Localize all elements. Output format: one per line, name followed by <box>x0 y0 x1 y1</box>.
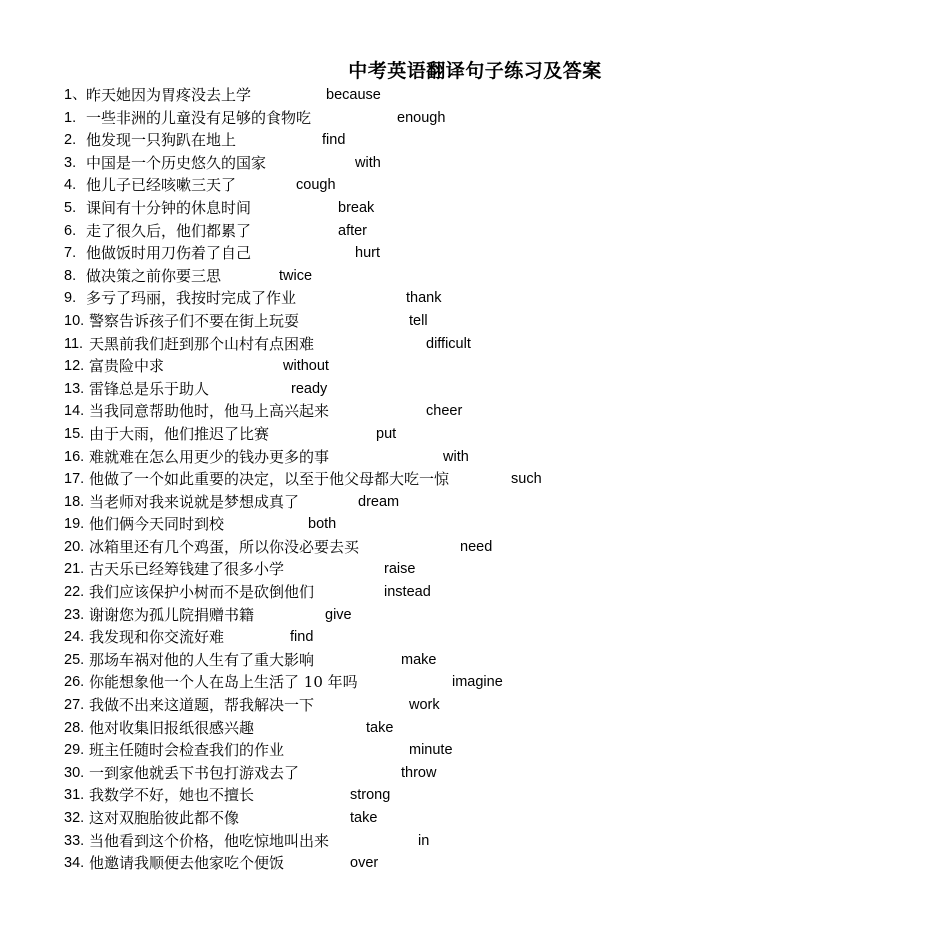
item-number: 1. <box>64 109 77 126</box>
item-number: 33. <box>64 832 85 849</box>
exercise-item <box>64 423 924 446</box>
chinese-sentence: 走了很久后，他们都累了 <box>86 221 252 240</box>
chinese-sentence: 一到家他就丢下书包打游戏去了 <box>89 763 300 782</box>
chinese-sentence: 他邀请我顺便去他家吃个便饭 <box>89 854 285 873</box>
exercise-item <box>64 536 924 559</box>
keyword-hint: ready <box>291 380 328 397</box>
exercise-item <box>64 220 924 243</box>
item-number: 3. <box>64 154 77 171</box>
exercise-item <box>64 649 924 672</box>
keyword-hint: with <box>355 154 381 171</box>
chinese-sentence: 富贵险中求 <box>89 357 165 376</box>
exercise-item <box>64 174 924 197</box>
exercise-item <box>64 129 924 152</box>
exercise-item <box>64 807 924 830</box>
item-number: 12. <box>64 358 85 375</box>
keyword-hint: find <box>290 629 314 646</box>
item-number: 21. <box>64 561 85 578</box>
chinese-sentence: 你能想象他一个人在岛上生活了 10 年吗 <box>89 673 358 692</box>
keyword-hint: minute <box>409 742 453 759</box>
exercise-item <box>64 717 924 740</box>
item-number: 25. <box>64 651 85 668</box>
keyword-hint: tell <box>409 312 428 329</box>
chinese-sentence: 我数学不好，她也不擅长 <box>89 786 255 805</box>
exercise-item <box>64 333 924 356</box>
keyword-hint: twice <box>279 267 313 284</box>
item-number: 32. <box>64 810 85 826</box>
exercise-item <box>64 107 924 130</box>
keyword-hint: take <box>366 719 394 736</box>
exercise-item <box>64 446 924 469</box>
item-number: 7. <box>64 245 77 262</box>
keyword-hint: in <box>418 832 430 849</box>
keyword-hint: break <box>338 199 375 216</box>
keyword-hint: because <box>326 87 381 103</box>
exercise-item <box>64 197 924 220</box>
chinese-sentence: 一些非洲的儿童没有足够的食物吃 <box>86 108 312 127</box>
exercise-item <box>64 491 924 514</box>
exercise-item <box>64 513 924 536</box>
item-number: 6. <box>64 222 77 239</box>
chinese-sentence: 我发现和你交流好难 <box>89 628 225 647</box>
chinese-sentence: 他对收集旧报纸很感兴趣 <box>89 718 255 737</box>
item-number: 9. <box>64 290 77 307</box>
exercise-item <box>64 265 924 288</box>
item-number: 28. <box>64 719 85 736</box>
chinese-sentence: 天黑前我们赶到那个山村有点困难 <box>89 334 315 353</box>
exercise-item <box>64 784 924 807</box>
keyword-hint: work <box>409 697 440 714</box>
exercise-item <box>64 739 924 762</box>
item-number: 8. <box>64 267 77 284</box>
item-number: 22. <box>64 584 85 601</box>
keyword-hint: hurt <box>355 245 380 262</box>
exercise-item <box>64 310 924 333</box>
chinese-sentence: 昨天她因为胃疼没去上学 <box>86 86 252 104</box>
item-number: 1、 <box>64 87 87 103</box>
exercise-item <box>64 400 924 423</box>
keyword-hint: make <box>401 651 437 668</box>
item-number: 29. <box>64 742 85 759</box>
chinese-sentence: 多亏了玛丽，我按时完成了作业 <box>86 289 297 308</box>
chinese-sentence: 做决策之前你要三思 <box>86 266 222 285</box>
exercise-item <box>64 468 924 491</box>
keyword-hint: over <box>350 855 379 872</box>
item-number: 26. <box>64 674 85 691</box>
item-number: 30. <box>64 764 85 781</box>
keyword-hint: imagine <box>452 674 503 691</box>
chinese-sentence: 课间有十分钟的休息时间 <box>86 198 252 217</box>
keyword-hint: both <box>308 516 337 533</box>
keyword-hint: give <box>325 606 352 623</box>
chinese-sentence: 我们应该保护小树而不是砍倒他们 <box>89 583 315 602</box>
chinese-sentence: 当我同意帮助他时，他马上高兴起来 <box>89 402 330 421</box>
item-number: 27. <box>64 697 85 714</box>
keyword-hint: take <box>350 810 378 826</box>
keyword-hint: with <box>443 448 469 465</box>
exercise-item <box>64 287 924 310</box>
chinese-sentence: 他做饭时用刀伤着了自己 <box>86 244 252 263</box>
chinese-sentence: 他做了一个如此重要的决定，以至于他父母都大吃一惊 <box>89 470 450 489</box>
chinese-sentence: 那场车祸对他的人生有了重大影响 <box>89 650 315 669</box>
item-number: 19. <box>64 516 85 533</box>
keyword-hint: instead <box>384 584 431 601</box>
keyword-hint: after <box>338 222 368 239</box>
chinese-sentence: 古天乐已经筹钱建了很多小学 <box>89 560 285 579</box>
keyword-hint: difficult <box>426 335 471 352</box>
chinese-sentence: 雷锋总是乐于助人 <box>89 379 210 398</box>
chinese-sentence: 警察告诉孩子们不要在街上玩耍 <box>89 311 300 330</box>
item-number: 14. <box>64 403 85 420</box>
chinese-sentence: 冰箱里还有几个鸡蛋，所以你没必要去买 <box>89 537 360 556</box>
keyword-hint: throw <box>401 764 437 781</box>
item-number: 16. <box>64 448 85 465</box>
keyword-hint: raise <box>384 561 416 578</box>
exercise-item <box>64 671 924 694</box>
keyword-hint: such <box>511 471 542 488</box>
chinese-sentence: 班主任随时会检查我们的作业 <box>89 741 285 760</box>
exercise-item <box>64 152 924 175</box>
chinese-sentence: 中国是一个历史悠久的国家 <box>86 153 267 172</box>
keyword-hint: cough <box>296 177 336 194</box>
chinese-sentence: 当他看到这个价格，他吃惊地叫出来 <box>89 831 330 850</box>
chinese-sentence: 由于大雨，他们推迟了比赛 <box>89 424 270 443</box>
item-number: 23. <box>64 606 85 623</box>
exercise-item <box>64 84 924 107</box>
keyword-hint: dream <box>358 493 400 510</box>
item-number: 31. <box>64 787 85 804</box>
item-number: 20. <box>64 538 85 555</box>
chinese-sentence: 这对双胞胎彼此都不像 <box>89 809 240 827</box>
page-title: 中考英语翻译句子练习及答案 <box>348 60 602 82</box>
exercise-item <box>64 581 924 604</box>
chinese-sentence: 难就难在怎么用更少的钱办更多的事 <box>89 447 330 466</box>
keyword-hint: need <box>460 538 493 555</box>
exercise-item <box>64 830 924 853</box>
chinese-sentence: 我做不出来这道题，帮我解决一下 <box>89 696 315 715</box>
chinese-sentence: 谢谢您为孤儿院捐赠书籍 <box>89 605 255 624</box>
exercise-item <box>64 626 924 649</box>
exercise-item <box>64 762 924 785</box>
exercise-item <box>64 355 924 378</box>
exercise-item <box>64 558 924 581</box>
exercise-item <box>64 604 924 627</box>
item-number: 5. <box>64 199 77 216</box>
item-number: 15. <box>64 425 85 442</box>
item-number: 4. <box>64 177 77 194</box>
item-number: 17. <box>64 471 85 488</box>
item-number: 13. <box>64 380 85 397</box>
keyword-hint: cheer <box>426 403 463 420</box>
item-number: 2. <box>64 132 77 149</box>
chinese-sentence: 他儿子已经咳嗽三天了 <box>86 176 237 195</box>
exercise-list <box>64 84 924 875</box>
exercise-item <box>64 694 924 717</box>
item-number: 34. <box>64 855 85 872</box>
chinese-sentence: 当老师对我来说就是梦想成真了 <box>89 492 300 511</box>
exercise-item <box>64 242 924 265</box>
item-number: 11. <box>64 335 84 352</box>
keyword-hint: thank <box>406 290 442 307</box>
chinese-sentence: 他发现一只狗趴在地上 <box>86 131 237 150</box>
keyword-hint: without <box>283 358 329 375</box>
chinese-sentence: 他们俩今天同时到校 <box>89 515 225 534</box>
keyword-hint: put <box>376 425 397 442</box>
keyword-hint: find <box>322 132 346 149</box>
item-number: 18. <box>64 493 85 510</box>
item-number: 10. <box>64 312 85 329</box>
exercise-item <box>64 852 924 875</box>
item-number: 24. <box>64 629 85 646</box>
exercise-item <box>64 378 924 401</box>
keyword-hint: enough <box>397 109 446 126</box>
keyword-hint: strong <box>350 787 391 804</box>
